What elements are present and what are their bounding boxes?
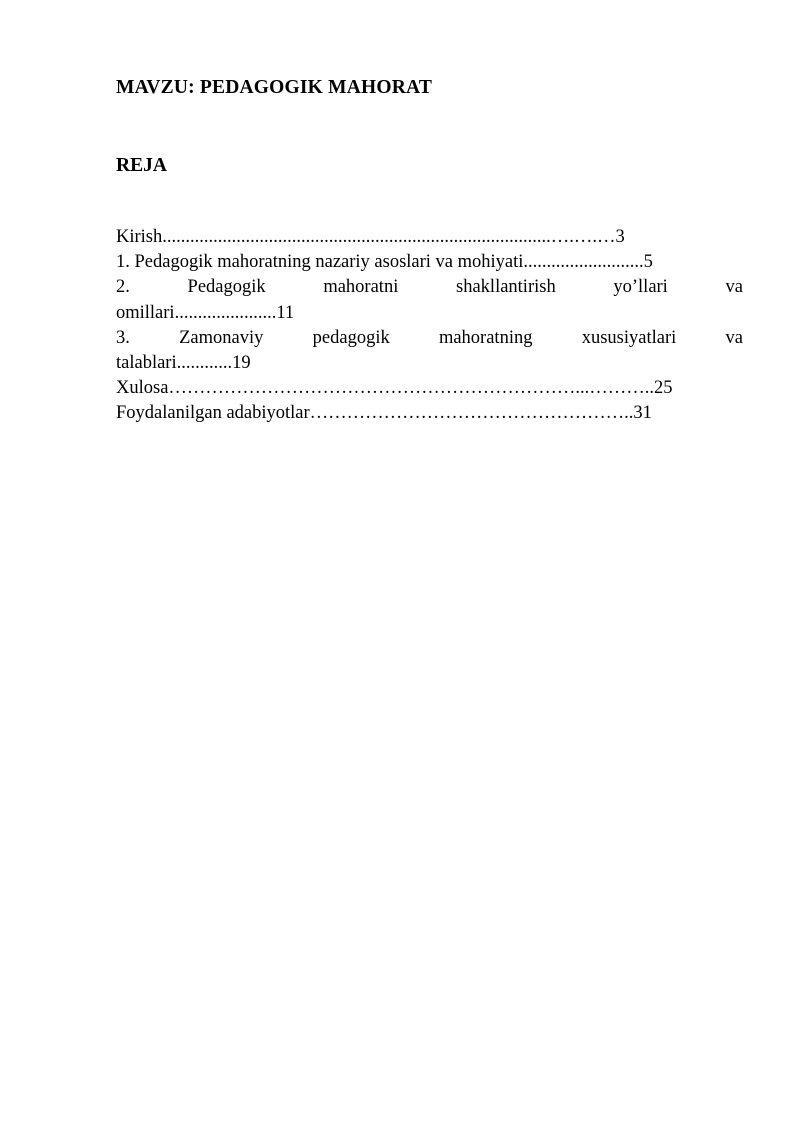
toc-item-3-line2: talablari............19 <box>116 353 251 374</box>
toc-item-3-word: va <box>725 327 743 348</box>
toc-item-3-word: pedagogik <box>312 327 390 348</box>
toc-intro: Kirish....................................................................................….….…3 <box>116 227 625 247</box>
toc-item-2-word: Pedagogik <box>187 277 266 298</box>
toc-item-2-word: 2. <box>116 277 130 298</box>
toc-item-2-line2: omillari......................11 <box>116 302 295 323</box>
toc-item-3-line1 <box>116 326 743 351</box>
document-title: MAVZU: PEDAGOGIK MAHORAT <box>116 77 433 98</box>
toc-references: Foydalanilgan adabiyotlar……………………………………………..31 <box>116 403 652 424</box>
toc-item-2-word: shakllantirish <box>456 277 556 298</box>
plan-heading: REJA <box>116 155 167 176</box>
toc-conclusion: Xulosa…………………………………………………………...………..25 <box>116 378 673 399</box>
toc-item-2-word: mahoratni <box>323 277 399 298</box>
toc-item-3-word: 3. <box>116 327 130 348</box>
toc-item-1: 1. Pedagogik mahoratning nazariy asoslari va mohiyati..........................5 <box>116 252 653 273</box>
toc-item-3-word: Zamonaviy <box>179 327 264 348</box>
toc-item-3-word: xususiyatlari <box>581 327 677 348</box>
toc-item-3-word: mahoratning <box>438 327 533 348</box>
toc-item-2-word: va <box>725 277 743 298</box>
toc-item-2-word: yo’llari <box>613 277 668 298</box>
table-of-contents <box>116 225 743 427</box>
toc-item-2-line1 <box>116 275 743 300</box>
